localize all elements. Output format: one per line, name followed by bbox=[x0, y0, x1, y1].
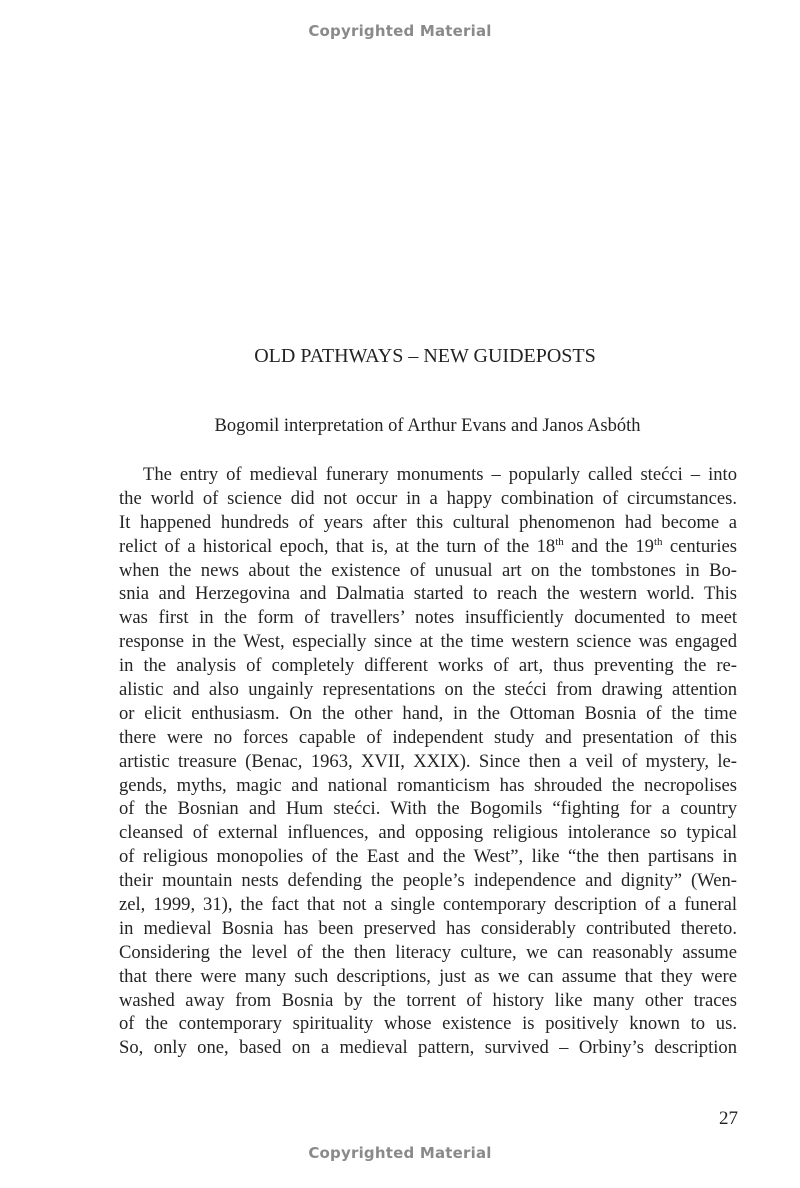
text-line: It happened hundreds of years after this cultural phenomenon had become a bbox=[119, 511, 737, 533]
text-line: response in the West, especially since at the time western science was engaged bbox=[119, 631, 737, 653]
text-line: The entry of medieval funerary monuments – popularly called stećci – into bbox=[143, 464, 737, 485]
text-line: zel, 1999, 31), the fact that not a single contemporary description of a funeral bbox=[119, 894, 737, 916]
text-line: or elicit enthusiasm. On the other hand, in the Ottoman Bosnia of the time bbox=[119, 702, 737, 724]
text-line: when the news about the existence of unusual art on the tombstones in Bo- bbox=[119, 559, 737, 581]
text-line: of the contemporary spirituality whose existence is positively known to us. bbox=[119, 1013, 737, 1035]
text-line: the world of science did not occur in a happy combination of circumstances. bbox=[119, 487, 737, 509]
text-line: relict of a historical epoch, that is, at the turn of the 18th and the 19th centuries bbox=[119, 535, 737, 557]
text-line: of the Bosnian and Hum stećci. With the Bogomils “fighting for a country bbox=[119, 798, 737, 820]
text-line: washed away from Bosnia by the torrent of history like many other traces bbox=[119, 989, 737, 1011]
text-line: there were no forces capable of independent study and presentation of this bbox=[119, 726, 737, 748]
text-line: their mountain nests defending the people’s independence and dignity” (Wen- bbox=[119, 870, 737, 892]
text-line: that there were many such descriptions, just as we can assume that they were bbox=[119, 965, 737, 987]
text-line: was first in the form of travellers’ notes insufficiently documented to meet bbox=[119, 607, 737, 629]
text-line: gends, myths, magic and national romanticism has shrouded the necropolises bbox=[119, 774, 737, 796]
body-paragraph bbox=[119, 463, 737, 1060]
chapter-title: OLD PATHWAYS – NEW GUIDEPOSTS bbox=[254, 345, 596, 367]
text-line: of religious monopolies of the East and the West”, like “the then partisans in bbox=[119, 846, 737, 868]
text-line: Considering the level of the then literacy culture, we can reasonably assume bbox=[119, 941, 737, 963]
text-line: artistic treasure (Benac, 1963, XVII, XXIX). Since then a veil of mystery, le- bbox=[119, 750, 737, 772]
text-line: cleansed of external influences, and opposing religious intolerance so typical bbox=[119, 822, 737, 844]
page-number: 27 bbox=[719, 1108, 738, 1129]
section-subtitle: Bogomil interpretation of Arthur Evans and Janos Asbóth bbox=[214, 416, 641, 436]
text-line: So, only one, based on a medieval pattern, survived – Orbiny’s description bbox=[119, 1037, 737, 1059]
copyright-watermark-bottom: Copyrighted Material bbox=[308, 1144, 492, 1162]
copyright-watermark-top: Copyrighted Material bbox=[308, 22, 492, 40]
text-line: snia and Herzegovina and Dalmatia started to reach the western world. This bbox=[119, 583, 737, 605]
text-line: in medieval Bosnia has been preserved has considerably contributed thereto. bbox=[119, 917, 737, 939]
text-line: in the analysis of completely different works of art, thus preventing the re- bbox=[119, 655, 737, 677]
text-line: alistic and also ungainly representations on the stećci from drawing attention bbox=[119, 679, 737, 701]
